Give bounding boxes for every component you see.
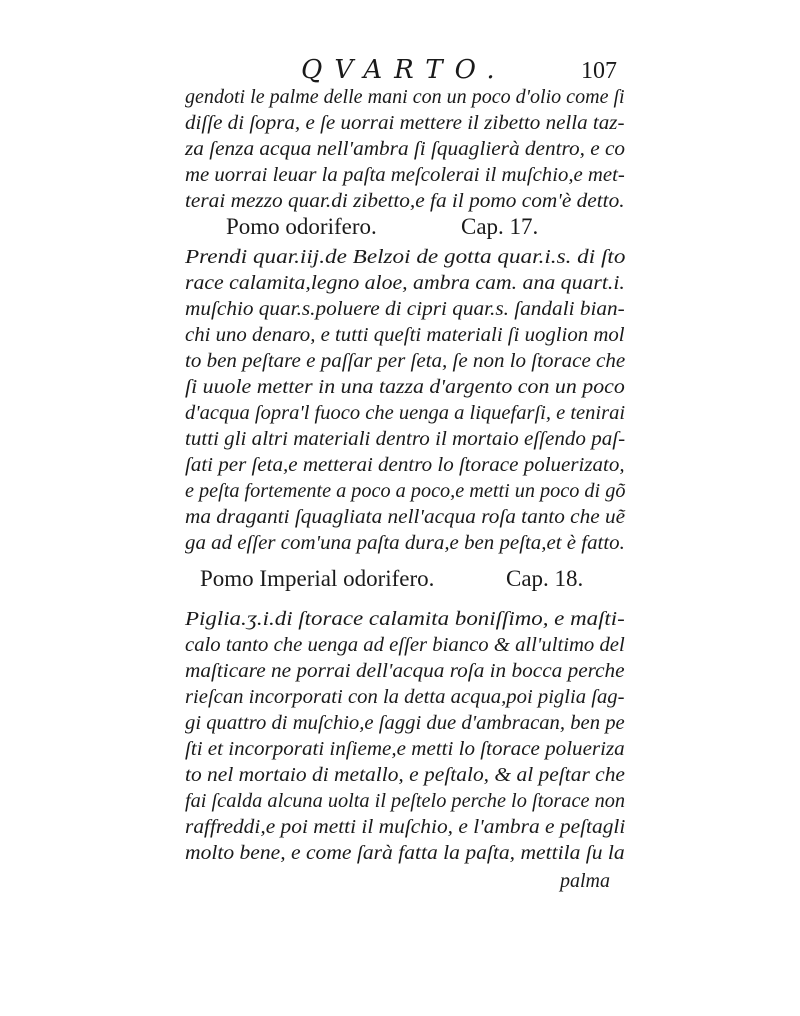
text-line: me uorrai leuar la paſta meſcolerai il muſchio,e met- — [185, 164, 625, 186]
text-line: chi uno denaro, e tutti queſti materiali ſi uoglion mol — [185, 324, 625, 346]
text-line: za ſenza acqua nell'ambra ſi ſquaglierà dentro, e co — [185, 138, 626, 160]
text-line: tutti gli altri materiali dentro il mortaio eſſendo paſ- — [185, 428, 626, 450]
text-line: ſi uuole metter in una tazza d'argento con un poco — [185, 376, 625, 398]
text-line: ga ad eſſer com'una paſta dura,e ben peſta,et è fatto. — [185, 532, 625, 554]
text-line: molto bene, e come ſarà fatta la paſta, mettila ſu la — [185, 842, 625, 864]
text-line: gi quattro di muſchio,e ſaggi due d'ambracan, ben pe — [185, 712, 625, 734]
page-header — [185, 52, 625, 88]
text-line: calo tanto che uenga ad eſſer bianco & all'ultimo del — [185, 634, 625, 656]
text-line: to nel mortaio di metallo, e peſtalo, & al peſtar che — [185, 764, 625, 786]
text-line: to ben peſtare e paſſar per ſeta, ſe non lo ſtorace che — [185, 350, 626, 372]
page-number: 107 — [581, 58, 617, 84]
text-line: fai ſcalda alcuna uolta il peſtelo perche lo ſtorace non — [185, 790, 626, 812]
text-line: gendoti le palme delle mani con un poco d'olio come ſi — [185, 86, 625, 108]
chapter-title: Pomo odorifero. — [226, 214, 377, 239]
text-line: rieſcan incorporati con la detta acqua,poi piglia ſag- — [185, 686, 625, 708]
text-line: Prendi quar.iij.de Belzoi de gotta quar.i.s. di ſto — [185, 246, 626, 268]
text-line: e peſta fortemente a poco a poco,e metti un poco di gõ — [185, 480, 626, 502]
text-line: terai mezzo quar.di zibetto,e fa il pomo com'è detto. — [185, 190, 625, 212]
text-line: d'acqua ſopra'l fuoco che uenga a liquefarſi, e tenirai — [185, 402, 626, 424]
text-line: maſticare ne porrai dell'acqua roſa in bocca perche — [185, 660, 625, 682]
chapter-number: Cap. 18. — [506, 566, 584, 591]
chapter-title: Pomo Imperial odorifero. — [200, 566, 435, 591]
text-line: ſti et incorporati inſieme,e metti lo ſtorace poluerizа — [185, 738, 625, 760]
text-line: Piglia.ʒ.i.di ſtorace calamita boniſſimo, e maſti- — [185, 608, 625, 630]
text-line: ſati per ſeta,e metterai dentro lo ſtorace poluerizato, — [185, 454, 625, 476]
chapter-number: Cap. 17. — [461, 214, 539, 239]
catchword: palma — [560, 870, 610, 892]
text-line: race calamita,legno aloe, ambra cam. ana quart.i. — [185, 272, 625, 294]
text-line: ma draganti ſquagliata nell'acqua roſa tanto che uẽ — [185, 506, 626, 528]
text-line: muſchio quar.s.poluere di cipri quar.s. ſandali bian- — [185, 298, 625, 320]
text-line: raffreddi,e poi metti il muſchio, e l'ambra e peſtagli — [185, 816, 626, 838]
running-head: QVARTO. — [301, 55, 507, 85]
text-line: diſſe di ſopra, e ſe uorrai mettere il zibetto nella taz- — [185, 112, 625, 134]
